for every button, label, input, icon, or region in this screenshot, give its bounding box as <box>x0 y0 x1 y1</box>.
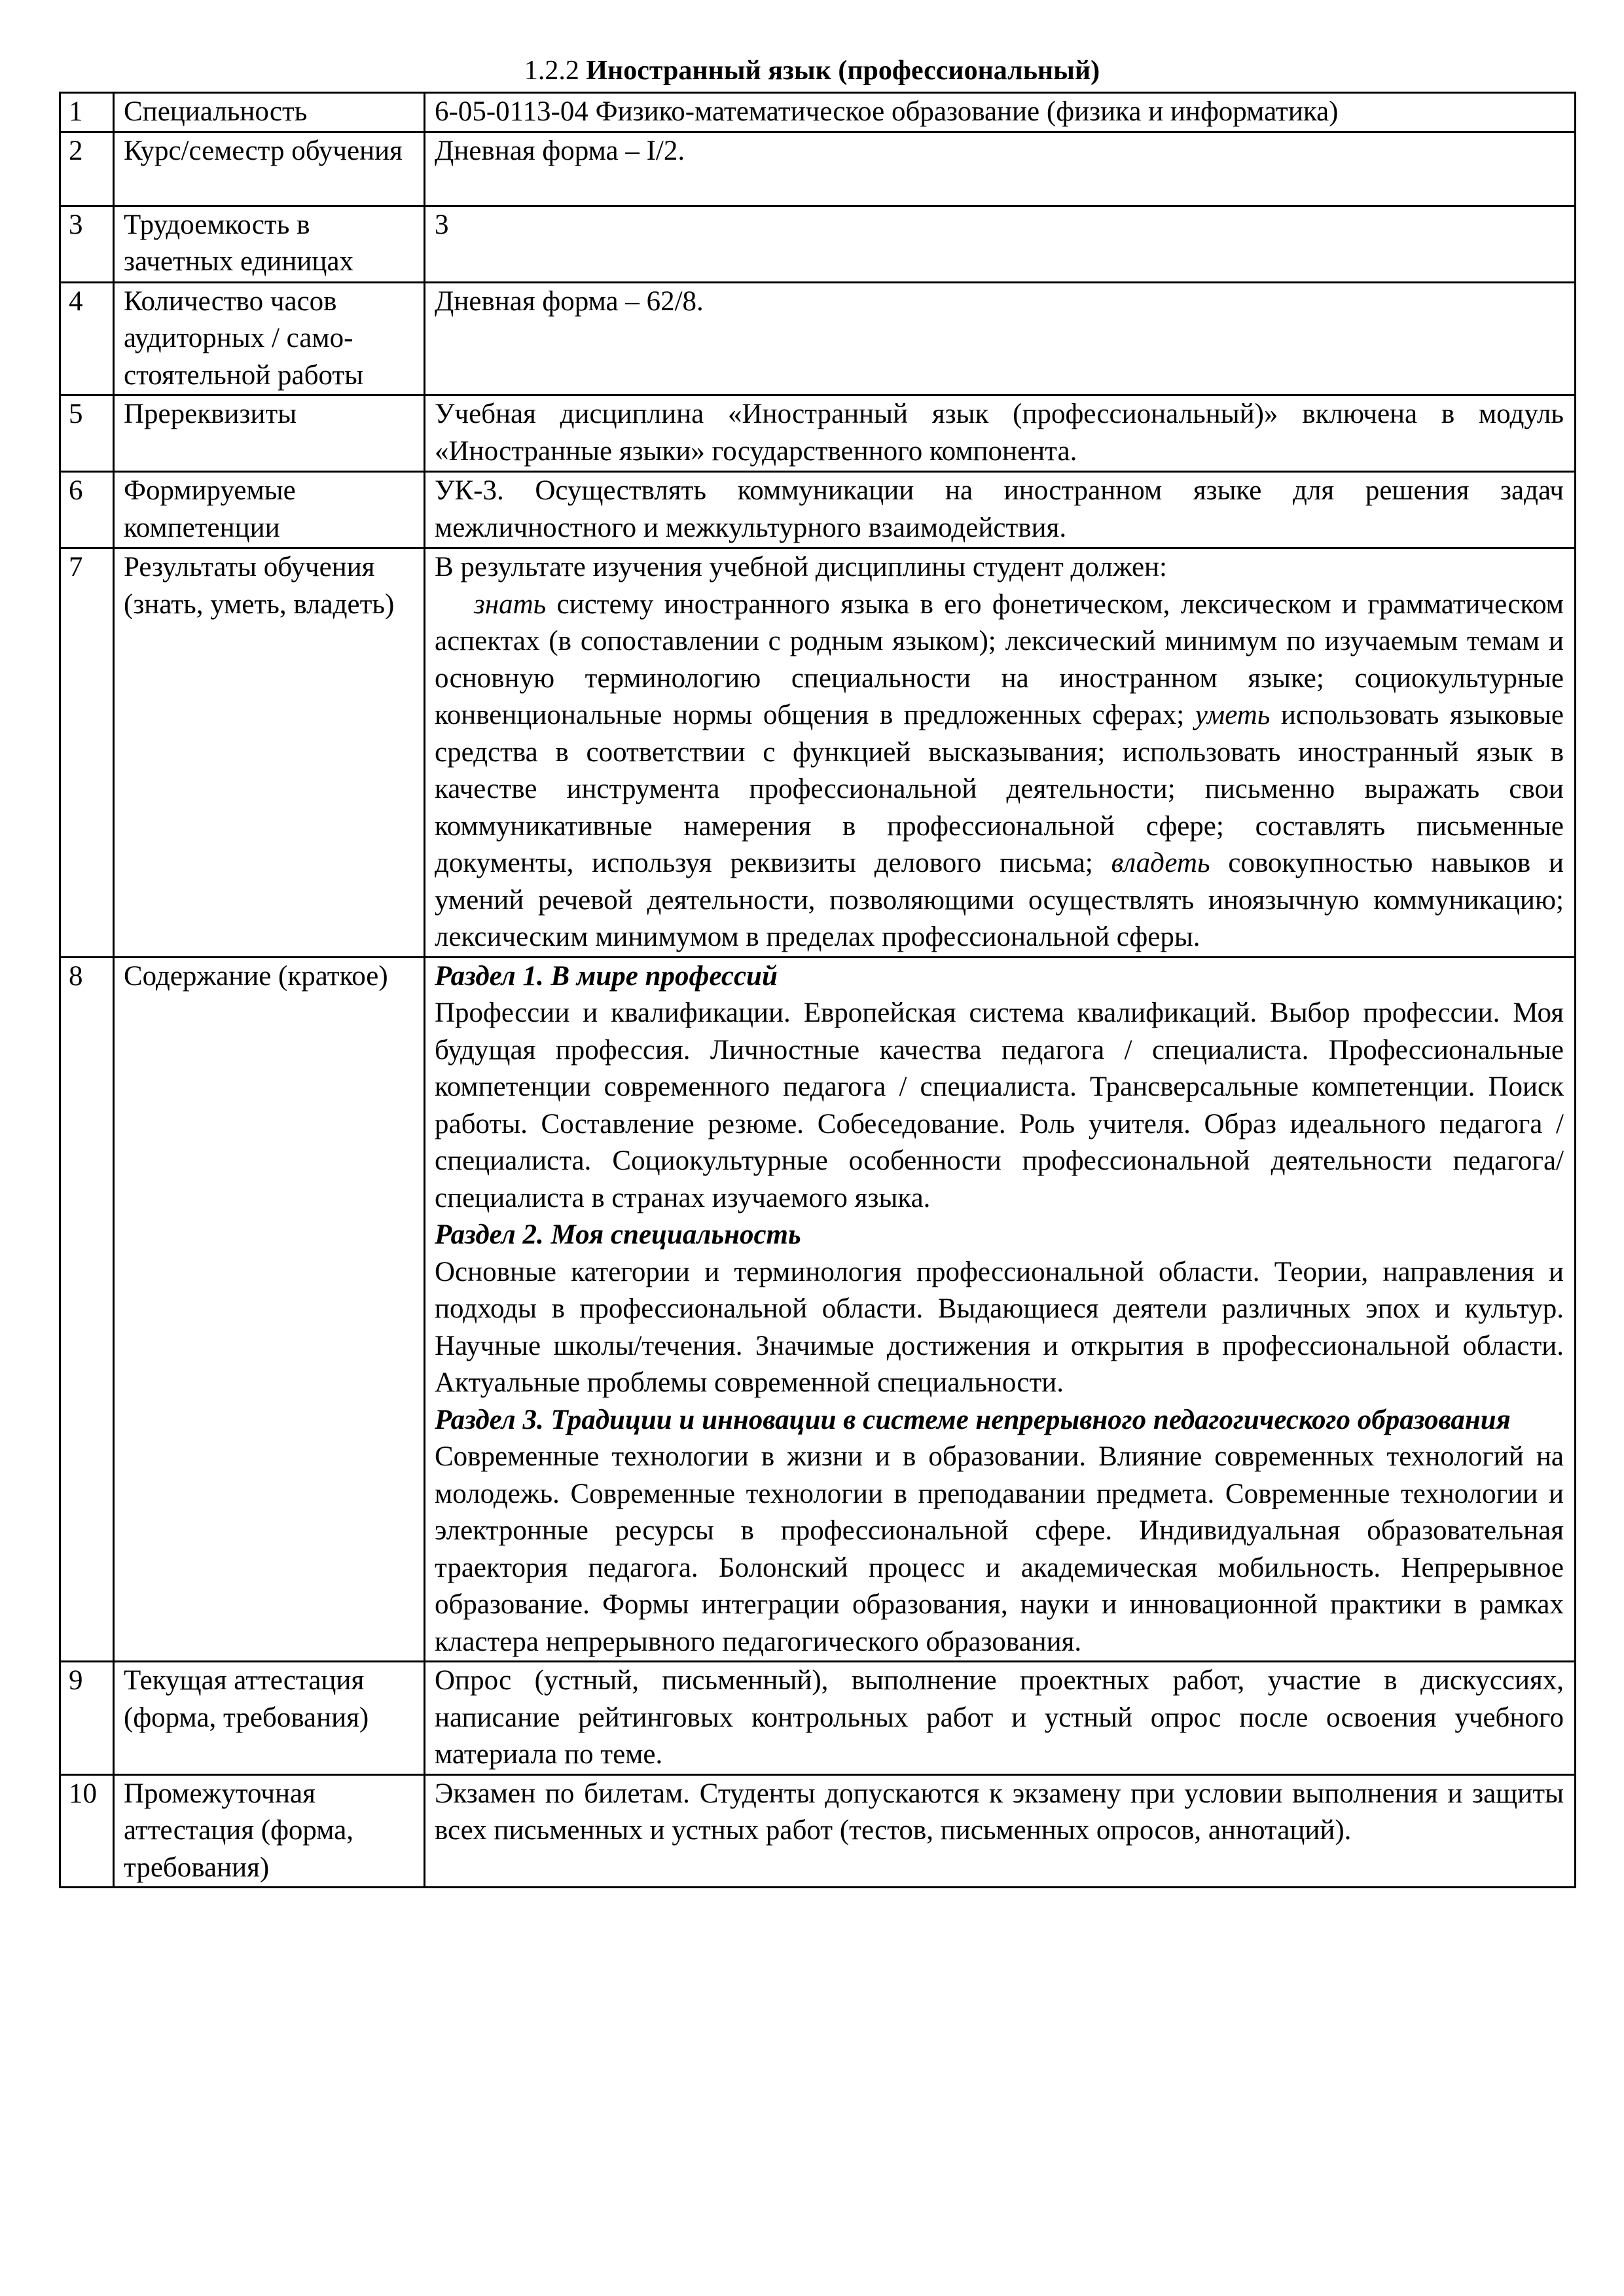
can-keyword: уметь <box>1195 700 1271 730</box>
row-label: Специальность <box>114 93 425 132</box>
row-value: Учебная дисциплина «Иностранный язык (профессиональный)» включена в модуль «Иностранные языки» государственного компонента. <box>425 395 1576 472</box>
table-row <box>60 548 1576 958</box>
table-row <box>60 282 1576 395</box>
table-row <box>60 395 1576 472</box>
can-text: использовать языковые средства в соответствии с функцией высказывания; использовать иностранный язык в качестве инструмента профессиональной деятельности; письменно выражать свои коммуникативные намерения в профессиональной сфере; составлять письменные документы, используя реквизиты делового письма; <box>435 700 1564 878</box>
row-label: Количество часов аудиторных / само-стоятельной работы <box>114 282 425 395</box>
row-value: Дневная форма – 62/8. <box>425 282 1576 395</box>
row-number: 3 <box>60 206 114 282</box>
outcomes-intro: В результате изучения учебной дисциплины студент должен: <box>435 552 1168 583</box>
row-label: Промежуточная аттестация (форма, требования) <box>114 1774 425 1888</box>
section-2-title: Раздел 2. Моя специальность <box>435 1219 801 1250</box>
learning-outcomes <box>425 548 1576 958</box>
own-text: совокупностью навыков и умений речевой деятельности, позволяющими осуществлять иноязычную коммуникацию; лексическим минимумом в пределах профессиональной сферы. <box>435 848 1564 952</box>
table-row <box>60 93 1576 132</box>
table-row <box>60 1662 1576 1775</box>
table-row <box>60 1774 1576 1888</box>
row-number: 5 <box>60 395 114 472</box>
row-value: Дневная форма – I/2. <box>425 132 1576 206</box>
row-number: 9 <box>60 1662 114 1775</box>
section-1-title: Раздел 1. В мире профессий <box>435 960 778 992</box>
row-label: Текущая аттестация (форма, требования) <box>114 1662 425 1775</box>
row-label: Трудоемкость в зачетных единицах <box>114 206 425 282</box>
row-number: 2 <box>60 132 114 206</box>
row-label: Курс/семестр обучения <box>114 132 425 206</box>
row-number: 7 <box>60 548 114 958</box>
row-label: Результаты обучения (знать, уметь, владеть) <box>114 548 425 958</box>
row-value: 6-05-0113-04 Физико-математическое образование (физика и информатика) <box>425 93 1576 132</box>
section-3-title: Раздел 3. Традиции и инновации в системе непрерывного педагогического образования <box>435 1404 1511 1435</box>
row-number: 4 <box>60 282 114 395</box>
table-row <box>60 132 1576 206</box>
own-keyword: владеть <box>1111 848 1210 878</box>
row-label: Формируемые компетенции <box>114 472 425 548</box>
row-value: Опрос (устный, письменный), выполнение проектных работ, участие в дискуссиях, написание рейтинговых контрольных работ и устный опрос после освоения учебного материала по теме. <box>425 1662 1576 1775</box>
row-number: 8 <box>60 957 114 1662</box>
title-number: 1.2.2 <box>524 56 586 86</box>
syllabus-table <box>59 92 1576 1888</box>
row-value: 3 <box>425 206 1576 282</box>
row-number: 1 <box>60 93 114 132</box>
section-3-text: Современные технологии в жизни и в образовании. Влияние современных технологий на молодежь. Современные технологии в преподавании предмета. Современные технологии и электронные ресурсы в профессиональной сфере. Индивидуальная образовательная траектория педагога. Болонский процесс и академическая мобильность. Непрерывное образование. Формы интеграции образования, науки и инновационной практики в рамках кластера непрерывного педагогического образования. <box>435 1441 1564 1657</box>
section-1-text: Профессии и квалификации. Европейская система квалификаций. Выбор профессии. Моя будущая профессия. Личностные качества педагога / специалиста. Профессиональные компетенции современного педагога / специалиста. Трансверсальные компетенции. Поиск работы. Составление резюме. Собеседование. Роль учителя. Образ идеального педагога / специалиста. Социокультурные особенности профессиональной деятельности педагога/специалиста в странах изучаемого языка. <box>435 997 1564 1213</box>
row-value: УК-3. Осуществлять коммуникации на иностранном языке для решения задач межличностного и межкультурного взаимодействия. <box>425 472 1576 548</box>
know-text: систему иностранного языка в его фонетическом, лексическом и грамматическом аспектах (в сопоставлении с родным языком); лексический минимум по изучаемым темам и основную терминологию специальности на иностранном языке; социокультурные конвенциональные нормы общения в предложенных сферах; <box>435 588 1564 730</box>
row-label: Пререквизиты <box>114 395 425 472</box>
page-title <box>0 54 1624 88</box>
table-row <box>60 206 1576 282</box>
row-value: Экзамен по билетам. Студенты допускаются к экзамену при условии выполнения и защиты всех письменных и устных работ (тестов, письменных опросов, аннотаций). <box>425 1774 1576 1888</box>
title-text: Иностранный язык (профессиональный) <box>586 56 1100 86</box>
course-content <box>425 957 1576 1662</box>
row-label: Содержание (краткое) <box>114 957 425 1662</box>
table-row <box>60 957 1576 1662</box>
row-number: 10 <box>60 1774 114 1888</box>
know-keyword: знать <box>474 588 547 620</box>
section-2-text: Основные категории и терминология профессиональной области. Теории, направления и подходы в профессиональной области. Выдающиеся деятели различных эпох и культур. Научные школы/течения. Значимые достижения и открытия в профессиональной области. Актуальные проблемы современной специальности. <box>435 1256 1564 1398</box>
table-row <box>60 472 1576 548</box>
row-number: 6 <box>60 472 114 548</box>
